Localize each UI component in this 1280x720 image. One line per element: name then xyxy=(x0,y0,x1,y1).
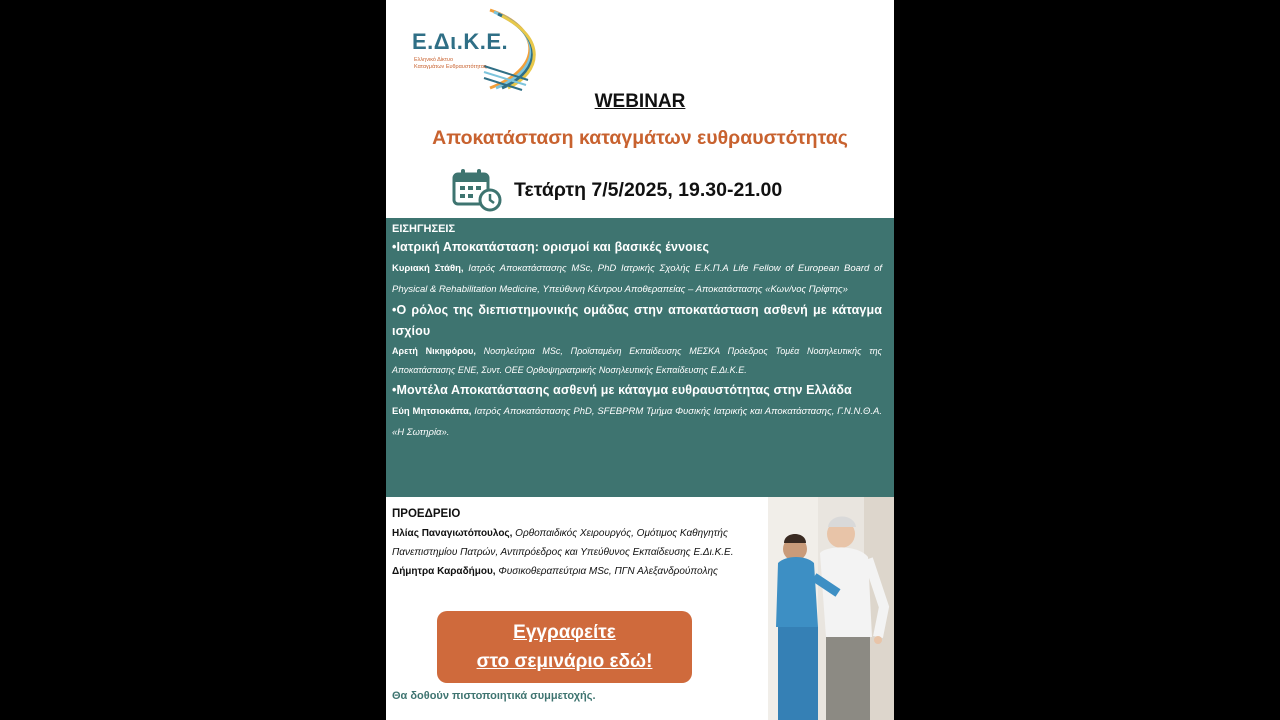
committee-heading: ΠΡΟΕΔΡΕΙΟ xyxy=(392,508,461,520)
committee-member-2-name: Δήμητρα Καραδήμου, xyxy=(392,566,496,577)
speaker-3 xyxy=(392,401,882,443)
logo-subtitle xyxy=(414,57,524,71)
register-button[interactable] xyxy=(437,611,692,683)
logo-title: Ε.Δι.Κ.Ε. xyxy=(412,29,509,54)
calendar-clock-icon xyxy=(452,168,502,212)
webinar-title: Αποκατάσταση καταγμάτων ευθραυστότητας xyxy=(432,127,848,149)
committee-member-1-name: Ηλίας Παναγιωτόπουλος, xyxy=(392,528,513,539)
speaker-2-name: Αρετή Νικηφόρου, xyxy=(392,346,476,356)
logo-subtitle-line2: Καταγμάτων Ευθραυστότητας xyxy=(414,64,487,70)
register-button-line2: στο σεμινάριο εδώ! xyxy=(476,651,653,672)
committee-member-2 xyxy=(392,562,767,581)
logo-subtitle-line1: Ελληνικό Δίκτυο xyxy=(414,57,454,63)
speaker-3-name: Εύη Μητσιοκάπα, xyxy=(392,406,472,417)
webinar-poster xyxy=(386,0,894,720)
committee-member-1-role: Ορθοπαιδικός Χειρουργός, Ομότιμος Καθηγητής Πανεπιστημίου Πατρών, Αντιπρόεδρος και Υπεύθυνος Εκπαίδευσης Ε.Δι.Κ.Ε. xyxy=(392,528,734,558)
webinar-label: WEBINAR xyxy=(594,91,686,112)
date-row xyxy=(452,168,782,212)
speaker-1 xyxy=(392,258,882,300)
topic-2: •Ο ρόλος της διεπιστημονικής ομάδας στην αποκατάσταση ασθενή με κάταγμα ισχίου xyxy=(392,303,882,338)
speakers-heading: ΕΙΣΗΓΗΣΕΙΣ xyxy=(392,223,456,235)
edike-logo xyxy=(398,6,548,92)
speaker-1-role: Ιατρός Αποκατάστασης MSc, PhD Ιατρικής Σχολής Ε.Κ.Π.Α Life Fellow of European Board of Physical & Rehabilitation Medicine, Υπεύθυνη Κέντρου Αποθεραπείας – Αποκατάστασης «Κων/νος Πρίφτης» xyxy=(392,263,883,295)
speaker-2-role: Νοσηλεύτρια MSc, Προϊσταμένη Εκπαίδευσης ΜΕΣΚΑ Πρόεδρος Τομέα Νοσηλευτικής της Αποκατάστασης ΕΝΕ, Συντ. ΟΕΕ Ορθοψηριατρικής Νοσηλευτικής Εκπαίδευσης Ε.Δι.Κ.Ε. xyxy=(392,346,883,375)
speaker-3-role: Ιατρός Αποκατάστασης PhD, SFEBPRM Τμήμα Φυσικής Ιατρικής και Αποκατάστασης, Γ.Ν.Ν.Θ.Α. «Η Σωτηρία». xyxy=(392,406,882,438)
speaker-1-name: Κυριακή Στάθη, xyxy=(392,263,464,274)
nurse-patient-photo xyxy=(768,497,894,720)
event-date: Τετάρτη 7/5/2025, 19.30-21.00 xyxy=(514,178,783,201)
committee-section xyxy=(392,505,767,581)
topic-1: •Ιατρική Αποκατάσταση: ορισμοί και βασικές έννοιες xyxy=(392,240,710,254)
speakers-section xyxy=(386,218,894,497)
topic-3: •Μοντέλα Αποκατάστασης ασθενή με κάταγμα ευθραυστότητας στην Ελλάδα xyxy=(392,383,852,397)
register-button-line1: Εγγραφείτε xyxy=(513,622,616,643)
speaker-2 xyxy=(392,342,882,380)
committee-member-2-role: Φυσικοθεραπεύτρια MSc, ΠΓΝ Αλεξανδρούπολης xyxy=(495,566,718,577)
certificate-note: Θα δοθούν πιστοποιητικά συμμετοχής. xyxy=(392,690,596,702)
committee-member-1 xyxy=(392,524,767,562)
